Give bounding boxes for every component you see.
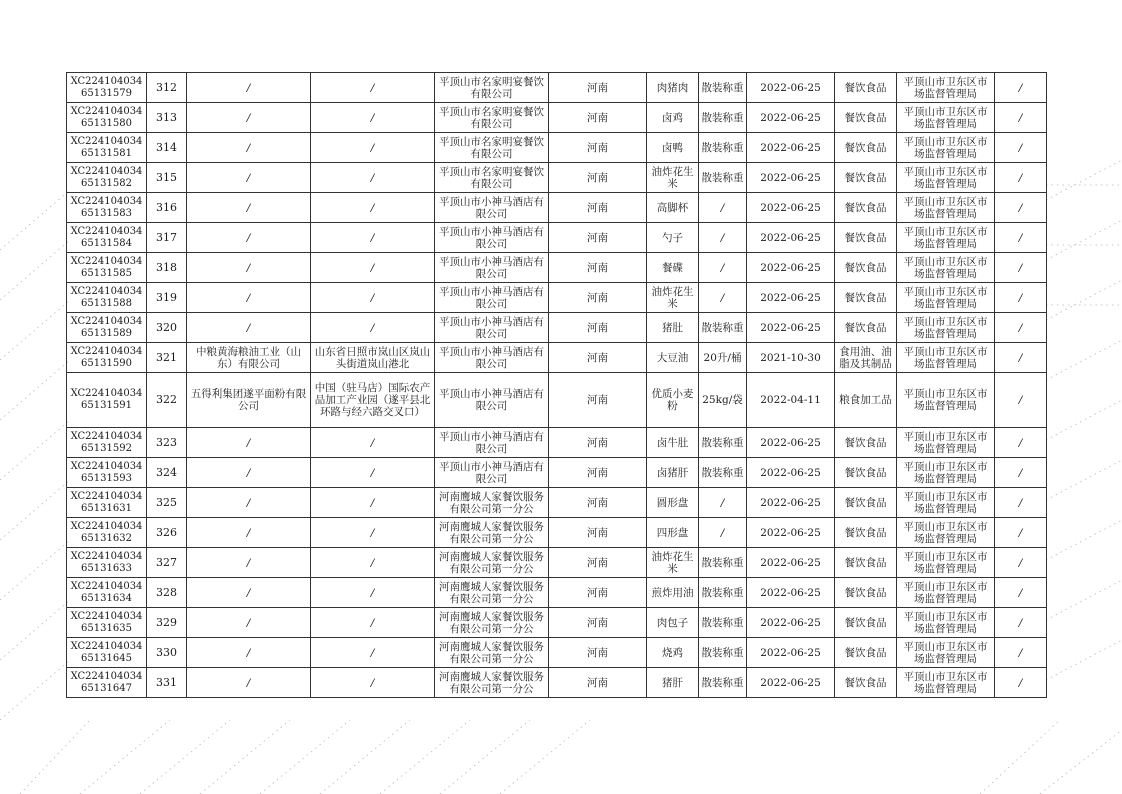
production-date-cell: 2022-06-25 — [747, 103, 835, 133]
sequence-cell: 319 — [147, 283, 187, 313]
manufacturer-cell: / — [187, 548, 311, 578]
authority-cell: 平顶山市卫东区市场监督管理局 — [897, 548, 995, 578]
manufacturer-cell: / — [187, 133, 311, 163]
manufacturer-cell: 五得利集团遂平面粉有限公司 — [187, 373, 311, 428]
food-name-cell: 餐碟 — [647, 253, 699, 283]
production-date-cell: 2022-06-25 — [747, 518, 835, 548]
specification-cell: 20升/桶 — [699, 343, 747, 373]
province-cell: 河南 — [549, 548, 647, 578]
sampled-entity-cell: 平顶山市小神马酒店有限公司 — [435, 458, 549, 488]
specification-cell: 散装称重 — [699, 578, 747, 608]
manufacturer-cell: / — [187, 103, 311, 133]
manufacturer-address-cell: / — [311, 313, 435, 343]
manufacturer-address-cell: / — [311, 283, 435, 313]
authority-cell: 平顶山市卫东区市场监督管理局 — [897, 343, 995, 373]
manufacturer-address-cell: / — [311, 223, 435, 253]
manufacturer-address-cell: / — [311, 73, 435, 103]
manufacturer-cell: 中粮黄海粮油工业（山东）有限公司 — [187, 343, 311, 373]
manufacturer-address-cell: / — [311, 193, 435, 223]
authority-cell: 平顶山市卫东区市场监督管理局 — [897, 373, 995, 428]
food-name-cell: 油炸花生米 — [647, 548, 699, 578]
province-cell: 河南 — [549, 283, 647, 313]
province-cell: 河南 — [549, 428, 647, 458]
sampled-entity-cell: 河南鹰城人家餐饮服务有限公司第一分公 — [435, 638, 549, 668]
sampled-entity-cell: 平顶山市小神马酒店有限公司 — [435, 193, 549, 223]
manufacturer-address-cell: 山东省日照市岚山区岚山头街道岚山港北 — [311, 343, 435, 373]
food-category-cell: 餐饮食品 — [835, 488, 897, 518]
food-category-cell: 食用油、油脂及其制品 — [835, 343, 897, 373]
food-name-cell: 油炸花生米 — [647, 163, 699, 193]
table-row — [67, 223, 1047, 253]
production-date-cell: 2022-06-25 — [747, 223, 835, 253]
note-cell: / — [995, 163, 1047, 193]
sample-code-cell: XC22410403465131583 — [67, 193, 147, 223]
manufacturer-address-cell: / — [311, 458, 435, 488]
food-name-cell: 烧鸡 — [647, 638, 699, 668]
sampled-entity-cell: 平顶山市名家明宴餐饮有限公司 — [435, 163, 549, 193]
food-name-cell: 大豆油 — [647, 343, 699, 373]
food-name-cell: 油炸花生米 — [647, 283, 699, 313]
note-cell: / — [995, 343, 1047, 373]
specification-cell: 散装称重 — [699, 73, 747, 103]
production-date-cell: 2022-06-25 — [747, 428, 835, 458]
food-category-cell: 餐饮食品 — [835, 103, 897, 133]
specification-cell: 散装称重 — [699, 133, 747, 163]
sampled-entity-cell: 河南鹰城人家餐饮服务有限公司第一分公 — [435, 548, 549, 578]
manufacturer-cell: / — [187, 458, 311, 488]
note-cell: / — [995, 373, 1047, 428]
authority-cell: 平顶山市卫东区市场监督管理局 — [897, 283, 995, 313]
province-cell: 河南 — [549, 193, 647, 223]
sampled-entity-cell: 河南鹰城人家餐饮服务有限公司第一分公 — [435, 518, 549, 548]
table-row — [67, 428, 1047, 458]
food-category-cell: 餐饮食品 — [835, 163, 897, 193]
authority-cell: 平顶山市卫东区市场监督管理局 — [897, 73, 995, 103]
note-cell: / — [995, 488, 1047, 518]
province-cell: 河南 — [549, 668, 647, 698]
food-name-cell: 勺子 — [647, 223, 699, 253]
note-cell: / — [995, 518, 1047, 548]
manufacturer-cell: / — [187, 668, 311, 698]
food-name-cell: 高脚杯 — [647, 193, 699, 223]
food-name-cell: 猪肝 — [647, 668, 699, 698]
sample-code-cell: XC22410403465131645 — [67, 638, 147, 668]
food-category-cell: 餐饮食品 — [835, 668, 897, 698]
specification-cell: / — [699, 253, 747, 283]
authority-cell: 平顶山市卫东区市场监督管理局 — [897, 163, 995, 193]
note-cell: / — [995, 223, 1047, 253]
table-row — [67, 343, 1047, 373]
specification-cell: 散装称重 — [699, 548, 747, 578]
table-row — [67, 458, 1047, 488]
manufacturer-address-cell: / — [311, 163, 435, 193]
authority-cell: 平顶山市卫东区市场监督管理局 — [897, 428, 995, 458]
sequence-cell: 328 — [147, 578, 187, 608]
specification-cell: 散装称重 — [699, 103, 747, 133]
sample-code-cell: XC22410403465131579 — [67, 73, 147, 103]
food-name-cell: 肉猪肉 — [647, 73, 699, 103]
note-cell: / — [995, 103, 1047, 133]
sampled-entity-cell: 平顶山市小神马酒店有限公司 — [435, 283, 549, 313]
food-name-cell: 四形盘 — [647, 518, 699, 548]
province-cell: 河南 — [549, 253, 647, 283]
manufacturer-address-cell: / — [311, 548, 435, 578]
food-name-cell: 卤猪肝 — [647, 458, 699, 488]
table-row — [67, 518, 1047, 548]
food-name-cell: 肉包子 — [647, 608, 699, 638]
manufacturer-address-cell: / — [311, 518, 435, 548]
sampled-entity-cell: 平顶山市小神马酒店有限公司 — [435, 313, 549, 343]
sampled-entity-cell: 河南鹰城人家餐饮服务有限公司第一分公 — [435, 488, 549, 518]
production-date-cell: 2022-06-25 — [747, 548, 835, 578]
food-name-cell: 圆形盘 — [647, 488, 699, 518]
note-cell: / — [995, 458, 1047, 488]
manufacturer-cell: / — [187, 638, 311, 668]
sample-code-cell: XC22410403465131585 — [67, 253, 147, 283]
sequence-cell: 315 — [147, 163, 187, 193]
food-category-cell: 餐饮食品 — [835, 73, 897, 103]
table-row — [67, 103, 1047, 133]
authority-cell: 平顶山市卫东区市场监督管理局 — [897, 103, 995, 133]
food-category-cell: 餐饮食品 — [835, 283, 897, 313]
food-category-cell: 餐饮食品 — [835, 193, 897, 223]
manufacturer-cell: / — [187, 313, 311, 343]
authority-cell: 平顶山市卫东区市场监督管理局 — [897, 608, 995, 638]
note-cell: / — [995, 428, 1047, 458]
sequence-cell: 321 — [147, 343, 187, 373]
food-category-cell: 餐饮食品 — [835, 133, 897, 163]
sequence-cell: 317 — [147, 223, 187, 253]
specification-cell: 散装称重 — [699, 163, 747, 193]
sequence-cell: 320 — [147, 313, 187, 343]
province-cell: 河南 — [549, 163, 647, 193]
note-cell: / — [995, 548, 1047, 578]
table-row — [67, 253, 1047, 283]
note-cell: / — [995, 313, 1047, 343]
food-category-cell: 餐饮食品 — [835, 458, 897, 488]
food-category-cell: 粮食加工品 — [835, 373, 897, 428]
note-cell: / — [995, 73, 1047, 103]
sequence-cell: 314 — [147, 133, 187, 163]
manufacturer-address-cell: / — [311, 578, 435, 608]
sample-code-cell: XC22410403465131589 — [67, 313, 147, 343]
sample-code-cell: XC22410403465131647 — [67, 668, 147, 698]
note-cell: / — [995, 638, 1047, 668]
manufacturer-cell: / — [187, 253, 311, 283]
sample-code-cell: XC22410403465131580 — [67, 103, 147, 133]
table-row — [67, 133, 1047, 163]
sequence-cell: 322 — [147, 373, 187, 428]
production-date-cell: 2022-04-11 — [747, 373, 835, 428]
table-row — [67, 193, 1047, 223]
sampled-entity-cell: 河南鹰城人家餐饮服务有限公司第一分公 — [435, 578, 549, 608]
food-category-cell: 餐饮食品 — [835, 608, 897, 638]
note-cell: / — [995, 578, 1047, 608]
food-name-cell: 卤牛肚 — [647, 428, 699, 458]
note-cell: / — [995, 253, 1047, 283]
manufacturer-address-cell: / — [311, 668, 435, 698]
sample-code-cell: XC22410403465131592 — [67, 428, 147, 458]
table-row — [67, 548, 1047, 578]
province-cell: 河南 — [549, 518, 647, 548]
sequence-cell: 325 — [147, 488, 187, 518]
province-cell: 河南 — [549, 458, 647, 488]
manufacturer-cell: / — [187, 73, 311, 103]
note-cell: / — [995, 133, 1047, 163]
sample-code-cell: XC22410403465131635 — [67, 608, 147, 638]
sampled-entity-cell: 平顶山市小神马酒店有限公司 — [435, 428, 549, 458]
sequence-cell: 326 — [147, 518, 187, 548]
province-cell: 河南 — [549, 638, 647, 668]
specification-cell: / — [699, 223, 747, 253]
sampled-entity-cell: 平顶山市名家明宴餐饮有限公司 — [435, 73, 549, 103]
specification-cell: / — [699, 488, 747, 518]
manufacturer-cell: / — [187, 578, 311, 608]
authority-cell: 平顶山市卫东区市场监督管理局 — [897, 638, 995, 668]
food-category-cell: 餐饮食品 — [835, 313, 897, 343]
manufacturer-address-cell: / — [311, 253, 435, 283]
sampled-entity-cell: 平顶山市小神马酒店有限公司 — [435, 253, 549, 283]
note-cell: / — [995, 668, 1047, 698]
production-date-cell: 2022-06-25 — [747, 193, 835, 223]
table-row — [67, 608, 1047, 638]
province-cell: 河南 — [549, 133, 647, 163]
sequence-cell: 312 — [147, 73, 187, 103]
sample-code-cell: XC22410403465131590 — [67, 343, 147, 373]
authority-cell: 平顶山市卫东区市场监督管理局 — [897, 488, 995, 518]
specification-cell: 散装称重 — [699, 638, 747, 668]
production-date-cell: 2021-10-30 — [747, 343, 835, 373]
sequence-cell: 329 — [147, 608, 187, 638]
manufacturer-address-cell: / — [311, 608, 435, 638]
specification-cell: / — [699, 283, 747, 313]
specification-cell: 散装称重 — [699, 608, 747, 638]
sampled-entity-cell: 河南鹰城人家餐饮服务有限公司第一分公 — [435, 608, 549, 638]
table-row — [67, 488, 1047, 518]
table-row — [67, 638, 1047, 668]
authority-cell: 平顶山市卫东区市场监督管理局 — [897, 133, 995, 163]
table-row — [67, 668, 1047, 698]
food-name-cell: 优质小麦粉 — [647, 373, 699, 428]
sample-code-cell: XC22410403465131593 — [67, 458, 147, 488]
authority-cell: 平顶山市卫东区市场监督管理局 — [897, 458, 995, 488]
table-row — [67, 578, 1047, 608]
food-category-cell: 餐饮食品 — [835, 223, 897, 253]
food-category-cell: 餐饮食品 — [835, 253, 897, 283]
province-cell: 河南 — [549, 343, 647, 373]
food-name-cell: 卤鸭 — [647, 133, 699, 163]
specification-cell: 散装称重 — [699, 313, 747, 343]
food-category-cell: 餐饮食品 — [835, 638, 897, 668]
production-date-cell: 2022-06-25 — [747, 133, 835, 163]
authority-cell: 平顶山市卫东区市场监督管理局 — [897, 578, 995, 608]
sampled-entity-cell: 平顶山市名家明宴餐饮有限公司 — [435, 133, 549, 163]
authority-cell: 平顶山市卫东区市场监督管理局 — [897, 223, 995, 253]
sequence-cell: 318 — [147, 253, 187, 283]
manufacturer-cell: / — [187, 488, 311, 518]
sampled-entity-cell: 平顶山市名家明宴餐饮有限公司 — [435, 103, 549, 133]
production-date-cell: 2022-06-25 — [747, 638, 835, 668]
inspection-results-table — [66, 72, 1047, 698]
sequence-cell: 316 — [147, 193, 187, 223]
sample-code-cell: XC22410403465131584 — [67, 223, 147, 253]
sample-code-cell: XC22410403465131582 — [67, 163, 147, 193]
sample-code-cell: XC22410403465131632 — [67, 518, 147, 548]
table-row — [67, 283, 1047, 313]
province-cell: 河南 — [549, 223, 647, 253]
manufacturer-cell: / — [187, 193, 311, 223]
manufacturer-address-cell: 中国（驻马店）国际农产品加工产业园（遂平县北环路与经六路交叉口） — [311, 373, 435, 428]
manufacturer-cell: / — [187, 223, 311, 253]
sequence-cell: 323 — [147, 428, 187, 458]
production-date-cell: 2022-06-25 — [747, 73, 835, 103]
production-date-cell: 2022-06-25 — [747, 458, 835, 488]
note-cell: / — [995, 283, 1047, 313]
province-cell: 河南 — [549, 578, 647, 608]
sample-code-cell: XC22410403465131631 — [67, 488, 147, 518]
manufacturer-address-cell: / — [311, 133, 435, 163]
province-cell: 河南 — [549, 73, 647, 103]
production-date-cell: 2022-06-25 — [747, 668, 835, 698]
food-category-cell: 餐饮食品 — [835, 518, 897, 548]
table-row — [67, 73, 1047, 103]
manufacturer-cell: / — [187, 428, 311, 458]
sequence-cell: 324 — [147, 458, 187, 488]
manufacturer-cell: / — [187, 608, 311, 638]
province-cell: 河南 — [549, 103, 647, 133]
sampled-entity-cell: 平顶山市小神马酒店有限公司 — [435, 223, 549, 253]
manufacturer-cell: / — [187, 518, 311, 548]
table-row — [67, 313, 1047, 343]
food-category-cell: 餐饮食品 — [835, 428, 897, 458]
production-date-cell: 2022-06-25 — [747, 163, 835, 193]
table-row — [67, 163, 1047, 193]
production-date-cell: 2022-06-25 — [747, 313, 835, 343]
specification-cell: / — [699, 193, 747, 223]
manufacturer-cell: / — [187, 163, 311, 193]
sample-code-cell: XC22410403465131581 — [67, 133, 147, 163]
note-cell: / — [995, 193, 1047, 223]
sequence-cell: 330 — [147, 638, 187, 668]
food-name-cell: 卤鸡 — [647, 103, 699, 133]
specification-cell: / — [699, 518, 747, 548]
specification-cell: 25kg/袋 — [699, 373, 747, 428]
sampled-entity-cell: 河南鹰城人家餐饮服务有限公司第一分公 — [435, 668, 549, 698]
production-date-cell: 2022-06-25 — [747, 253, 835, 283]
authority-cell: 平顶山市卫东区市场监督管理局 — [897, 253, 995, 283]
province-cell: 河南 — [549, 373, 647, 428]
sample-code-cell: XC22410403465131588 — [67, 283, 147, 313]
sequence-cell: 331 — [147, 668, 187, 698]
authority-cell: 平顶山市卫东区市场监督管理局 — [897, 193, 995, 223]
table-row — [67, 373, 1047, 428]
specification-cell: 散装称重 — [699, 668, 747, 698]
sequence-cell: 313 — [147, 103, 187, 133]
manufacturer-address-cell: / — [311, 638, 435, 668]
manufacturer-cell: / — [187, 283, 311, 313]
sample-code-cell: XC22410403465131591 — [67, 373, 147, 428]
food-name-cell: 猪肚 — [647, 313, 699, 343]
food-category-cell: 餐饮食品 — [835, 578, 897, 608]
production-date-cell: 2022-06-25 — [747, 608, 835, 638]
manufacturer-address-cell: / — [311, 488, 435, 518]
province-cell: 河南 — [549, 608, 647, 638]
sampled-entity-cell: 平顶山市小神马酒店有限公司 — [435, 343, 549, 373]
food-category-cell: 餐饮食品 — [835, 548, 897, 578]
authority-cell: 平顶山市卫东区市场监督管理局 — [897, 313, 995, 343]
sample-code-cell: XC22410403465131633 — [67, 548, 147, 578]
specification-cell: 散装称重 — [699, 428, 747, 458]
manufacturer-address-cell: / — [311, 103, 435, 133]
production-date-cell: 2022-06-25 — [747, 283, 835, 313]
food-name-cell: 煎炸用油 — [647, 578, 699, 608]
authority-cell: 平顶山市卫东区市场监督管理局 — [897, 518, 995, 548]
province-cell: 河南 — [549, 313, 647, 343]
sequence-cell: 327 — [147, 548, 187, 578]
sample-code-cell: XC22410403465131634 — [67, 578, 147, 608]
manufacturer-address-cell: / — [311, 428, 435, 458]
province-cell: 河南 — [549, 488, 647, 518]
production-date-cell: 2022-06-25 — [747, 488, 835, 518]
note-cell: / — [995, 608, 1047, 638]
sampled-entity-cell: 平顶山市小神马酒店有限公司 — [435, 373, 549, 428]
authority-cell: 平顶山市卫东区市场监督管理局 — [897, 668, 995, 698]
specification-cell: 散装称重 — [699, 458, 747, 488]
production-date-cell: 2022-06-25 — [747, 578, 835, 608]
